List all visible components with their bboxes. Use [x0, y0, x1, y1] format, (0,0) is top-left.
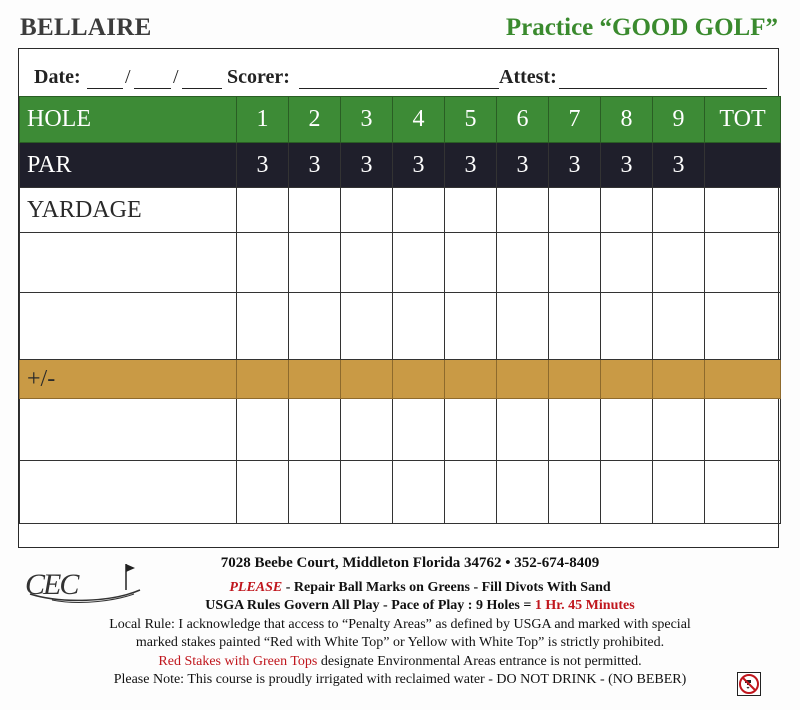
- hole-number: 7: [549, 97, 601, 143]
- par-label: PAR: [20, 143, 237, 188]
- score-cell[interactable]: [653, 360, 705, 399]
- score-total-cell[interactable]: [705, 293, 781, 360]
- par-row: [20, 143, 781, 188]
- score-cell[interactable]: [601, 233, 653, 293]
- hole-number: 5: [445, 97, 497, 143]
- score-cell[interactable]: [653, 399, 705, 461]
- scorer-label: Scorer:: [227, 66, 290, 88]
- score-cell[interactable]: [497, 233, 549, 293]
- rules-text: USGA Rules Govern All Play - Pace of Play : 9 Holes =: [205, 598, 535, 613]
- score-cell[interactable]: [445, 233, 497, 293]
- please-word: PLEASE: [229, 580, 283, 595]
- player-name-cell[interactable]: [20, 233, 237, 293]
- player-name-cell[interactable]: [20, 399, 237, 461]
- total-label: TOT: [705, 97, 781, 143]
- score-cell[interactable]: [237, 293, 289, 360]
- date-day-field[interactable]: [134, 88, 171, 89]
- score-cell[interactable]: [445, 360, 497, 399]
- hole-number: 8: [601, 97, 653, 143]
- player-name-cell[interactable]: [20, 293, 237, 360]
- score-cell[interactable]: [549, 360, 601, 399]
- player-row: [20, 461, 781, 524]
- tagline: Practice “GOOD GOLF”: [505, 14, 778, 41]
- score-cell[interactable]: [393, 461, 445, 524]
- par-value: 3: [653, 143, 705, 188]
- score-cell[interactable]: [601, 360, 653, 399]
- score-cell[interactable]: [341, 188, 393, 233]
- hole-number: 9: [653, 97, 705, 143]
- score-total-cell[interactable]: [705, 360, 781, 399]
- hole-number: 2: [289, 97, 341, 143]
- hole-label: HOLE: [20, 97, 237, 143]
- score-cell[interactable]: [497, 399, 549, 461]
- score-cell[interactable]: [289, 399, 341, 461]
- par-value: 3: [289, 143, 341, 188]
- score-cell[interactable]: [653, 188, 705, 233]
- score-cell[interactable]: [393, 293, 445, 360]
- yardage-label: YARDAGE: [20, 188, 237, 233]
- green-tops-text: with Green Tops: [221, 654, 318, 669]
- score-cell[interactable]: [237, 233, 289, 293]
- player-row: [20, 233, 781, 293]
- score-cell[interactable]: [497, 461, 549, 524]
- par-value: 3: [601, 143, 653, 188]
- please-text: - Repair Ball Marks on Greens - Fill Divots With Sand: [282, 580, 611, 595]
- par-value: 3: [549, 143, 601, 188]
- plus-minus-row: [20, 360, 781, 399]
- score-cell[interactable]: [445, 399, 497, 461]
- par-value: 3: [393, 143, 445, 188]
- hole-row: [20, 97, 781, 143]
- plus-minus-label: +/-: [20, 360, 237, 399]
- yardage-row: [20, 188, 781, 233]
- score-cell[interactable]: [341, 461, 393, 524]
- attest-label: Attest:: [499, 66, 557, 88]
- score-cell[interactable]: [601, 399, 653, 461]
- environmental-text: designate Environmental Areas entrance is not permitted.: [317, 654, 642, 669]
- score-cell[interactable]: [445, 293, 497, 360]
- score-cell[interactable]: [549, 461, 601, 524]
- date-slash-1: /: [125, 66, 131, 88]
- logo-text: CEC: [25, 568, 78, 601]
- score-cell[interactable]: [289, 188, 341, 233]
- score-cell[interactable]: [237, 399, 289, 461]
- score-cell[interactable]: [237, 461, 289, 524]
- score-cell[interactable]: [393, 188, 445, 233]
- player-row: [20, 293, 781, 360]
- date-year-field[interactable]: [182, 88, 222, 89]
- local-rule-line-1: Local Rule: I acknowledge that access to “Penalty Areas” as defined by USGA and marked with special: [109, 617, 691, 632]
- red-stakes-text: Red Stakes: [158, 654, 221, 669]
- par-value: 3: [497, 143, 549, 188]
- no-drinking-water-icon: [737, 672, 761, 696]
- score-cell[interactable]: [497, 188, 549, 233]
- score-cell[interactable]: [549, 188, 601, 233]
- environmental-line: [0, 654, 800, 670]
- score-cell[interactable]: [289, 461, 341, 524]
- par-value: 3: [341, 143, 393, 188]
- score-cell[interactable]: [341, 360, 393, 399]
- score-cell[interactable]: [601, 188, 653, 233]
- player-row: [20, 399, 781, 461]
- score-cell[interactable]: [289, 293, 341, 360]
- score-cell[interactable]: [601, 461, 653, 524]
- please-line: [20, 580, 800, 596]
- date-slash-2: /: [173, 66, 179, 88]
- par-value: 3: [445, 143, 497, 188]
- rules-line: [20, 598, 800, 614]
- course-name: BELLAIRE: [20, 14, 152, 41]
- scorer-field[interactable]: [299, 88, 499, 89]
- score-cell[interactable]: [601, 293, 653, 360]
- score-cell[interactable]: [653, 461, 705, 524]
- hole-number: 6: [497, 97, 549, 143]
- score-cell[interactable]: [341, 233, 393, 293]
- hole-number: 4: [393, 97, 445, 143]
- pace-value: 1 Hr. 45 Minutes: [534, 598, 635, 613]
- score-cell[interactable]: [497, 360, 549, 399]
- attest-field[interactable]: [559, 88, 767, 89]
- score-cell[interactable]: [653, 293, 705, 360]
- score-total-cell[interactable]: [705, 461, 781, 524]
- score-cell[interactable]: [497, 293, 549, 360]
- info-row: [19, 49, 778, 96]
- score-total-cell[interactable]: [705, 233, 781, 293]
- score-cell[interactable]: [393, 360, 445, 399]
- score-cell[interactable]: [289, 360, 341, 399]
- score-table: [19, 96, 781, 524]
- scorecard: [18, 48, 779, 548]
- score-total-cell[interactable]: [705, 399, 781, 461]
- player-name-cell[interactable]: [20, 461, 237, 524]
- score-cell[interactable]: [289, 233, 341, 293]
- hole-number: 3: [341, 97, 393, 143]
- score-cell[interactable]: [549, 233, 601, 293]
- score-cell[interactable]: [445, 461, 497, 524]
- score-cell[interactable]: [549, 399, 601, 461]
- score-cell[interactable]: [653, 233, 705, 293]
- score-cell[interactable]: [237, 360, 289, 399]
- score-cell[interactable]: [393, 233, 445, 293]
- score-cell[interactable]: [393, 399, 445, 461]
- hole-number: 1: [237, 97, 289, 143]
- par-total-cell: [705, 143, 781, 188]
- score-cell[interactable]: [341, 293, 393, 360]
- score-total-cell[interactable]: [705, 188, 781, 233]
- local-rule-line-2: marked stakes painted “Red with White Top” or Yellow with White Top” is strictly prohibited.: [135, 635, 665, 650]
- reclaimed-water-note: Please Note: This course is proudly irrigated with reclaimed water - DO NOT DRINK - (NO BEBER): [113, 672, 687, 687]
- score-cell[interactable]: [237, 188, 289, 233]
- score-cell[interactable]: [445, 188, 497, 233]
- score-cell[interactable]: [549, 293, 601, 360]
- date-label: Date:: [34, 66, 81, 88]
- date-month-field[interactable]: [87, 88, 123, 89]
- par-value: 3: [237, 143, 289, 188]
- score-cell[interactable]: [341, 399, 393, 461]
- address: 7028 Beebe Court, Middleton Florida 34762 • 352-674-8409: [220, 555, 600, 571]
